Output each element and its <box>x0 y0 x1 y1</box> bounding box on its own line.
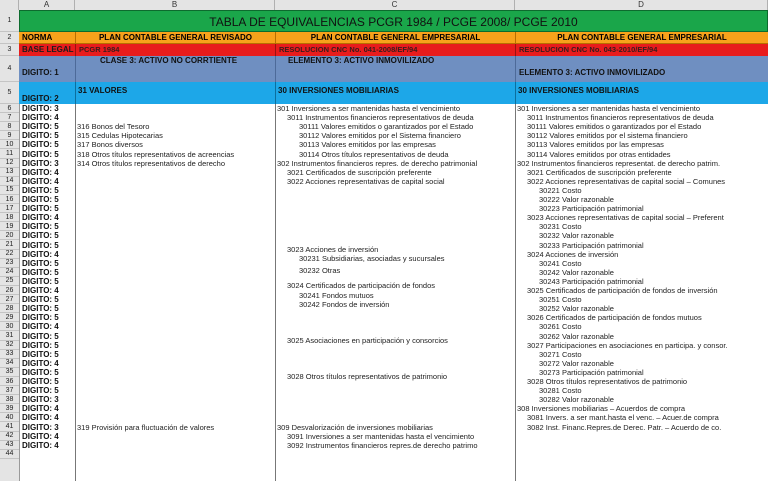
row-header[interactable]: 42 <box>0 432 19 441</box>
pcge2008-account-cell[interactable]: 3024 Certificados de participación de fondos <box>287 281 436 291</box>
pcge2010-account-cell[interactable]: 30221 Costo <box>539 185 582 195</box>
pcgr-account-cell[interactable]: 314 Otros títulos representativos de derecho <box>77 158 226 168</box>
pcge2010-account-cell[interactable]: 301 Inversiones a ser mantenidas hasta el vencimiento <box>517 104 701 113</box>
pcge2008-account-cell[interactable]: 3092 Instrumentos financieros repres.de derecho patrimo <box>287 440 478 450</box>
clase-d[interactable]: ELEMENTO 3: ACTIVO INMOVILIZADO <box>515 56 768 82</box>
digit-label[interactable]: DIGITO: 4 <box>22 431 59 441</box>
digit-label[interactable]: DIGITO: 4 <box>22 322 59 332</box>
pcge2010-account-cell[interactable]: 30113 Valores emitidos por las empresas <box>527 140 664 150</box>
norma-d[interactable]: PLAN CONTABLE GENERAL EMPRESARIAL <box>515 32 768 44</box>
row-header[interactable]: 3 <box>0 44 19 56</box>
row-header[interactable]: 7 <box>0 113 19 122</box>
row-header[interactable]: 9 <box>0 131 19 140</box>
row-header[interactable]: 36 <box>0 377 19 386</box>
pcgr-account-cell[interactable]: 318 Otros títulos representativos de acreencias <box>77 149 235 159</box>
row-header[interactable]: 8 <box>0 122 19 131</box>
row-header[interactable]: 4 <box>0 56 19 82</box>
row-header[interactable]: 27 <box>0 295 19 304</box>
digit-label[interactable]: DIGITO: 4 <box>22 167 59 177</box>
row-header[interactable]: 15 <box>0 186 19 195</box>
pcge2010-account-cell[interactable]: 30233 Participación patrimonial <box>539 240 644 250</box>
pcge2008-account-cell[interactable]: 3021 Certificados de suscripción preferente <box>287 167 432 177</box>
pcge2010-account-cell[interactable]: 3027 Participaciones en asociaciones en participa. y consor. <box>527 340 728 350</box>
pcge2010-account-cell[interactable]: 30273 Participación patrimonial <box>539 367 644 377</box>
pcge2010-account-cell[interactable]: 308 Inversiones mobiliarias – Acuerdos de compra <box>517 404 686 414</box>
digit-label[interactable]: DIGITO: 5 <box>22 195 59 204</box>
digit-label[interactable]: DIGITO: 5 <box>22 377 59 386</box>
pcge2010-account-cell[interactable]: 3026 Certificados de participación de fondos mutuos <box>527 313 702 323</box>
column-c-border <box>275 104 276 481</box>
digit-1-label[interactable]: DIGITO: 1 <box>19 56 75 82</box>
pcge2008-account-cell[interactable]: 30114 Otros títulos representativos de deuda <box>299 149 449 159</box>
pcgr-account-cell[interactable]: 315 Cedulas Hipotecarias <box>77 131 163 141</box>
pcge2008-account-cell[interactable]: 3091 Inversiones a ser mantenidas hasta el vencimiento <box>287 431 475 441</box>
pcge2010-account-cell[interactable]: 30112 Valores emitidos por el sistema financiero <box>527 131 688 141</box>
row-header[interactable]: 22 <box>0 250 19 259</box>
row-header[interactable]: 35 <box>0 368 19 377</box>
digit-label[interactable]: DIGITO: 3 <box>22 422 59 432</box>
norma-b[interactable]: PLAN CONTABLE GENERAL REVISADO <box>75 32 275 44</box>
digit-label[interactable]: DIGITO: 5 <box>22 276 59 286</box>
digit-label[interactable]: DIGITO: 3 <box>22 158 59 168</box>
row-header[interactable]: 39 <box>0 404 19 413</box>
row-header[interactable]: 1 <box>0 10 19 32</box>
column-header-a[interactable]: A <box>19 0 75 10</box>
row-header[interactable]: 41 <box>0 423 19 432</box>
row-header[interactable]: 16 <box>0 195 19 204</box>
column-b-border <box>75 104 76 481</box>
row-header[interactable]: 34 <box>0 359 19 368</box>
pcge2010-account-cell[interactable]: 30231 Costo <box>539 222 582 232</box>
pcge2008-account-cell[interactable]: 30242 Fondos de inversión <box>299 299 390 309</box>
digit-label[interactable]: DIGITO: 5 <box>22 231 59 241</box>
row-header[interactable]: 26 <box>0 286 19 295</box>
valores-d[interactable]: 30 INVERSIONES MOBILIARIAS <box>515 82 768 104</box>
pcge2010-account-cell[interactable]: 3082 Inst. Financ.Repres.de Derec. Patr. – Acuerdo de co. <box>527 422 722 432</box>
column-header-d[interactable]: D <box>515 0 768 10</box>
digit-label[interactable]: DIGITO: 5 <box>22 340 59 350</box>
row-header[interactable]: 32 <box>0 341 19 350</box>
norma-label[interactable]: NORMA <box>19 32 75 44</box>
base-legal-d[interactable]: RESOLUCION CNC No. 043-2010/EF/94 <box>515 44 768 56</box>
row-header[interactable]: 18 <box>0 213 19 222</box>
pcge2008-account-cell[interactable]: 30112 Valores emitidos por el Sistema financiero <box>299 131 461 141</box>
row-header[interactable]: 2 <box>0 32 19 44</box>
pcge2008-account-cell[interactable]: 30111 Valores emitidos o garantizados por el Estado <box>299 122 474 132</box>
pcge2010-account-cell[interactable]: 3025 Certificados de participación de fondos de inversión <box>527 286 718 295</box>
pcge2008-account-cell[interactable]: 302 Instrumentos financieros repres. de derecho patrimonial <box>277 158 478 168</box>
norma-c[interactable]: PLAN CONTABLE GENERAL EMPRESARIAL <box>275 32 515 44</box>
row-header[interactable]: 38 <box>0 395 19 404</box>
valores-c[interactable]: 30 INVERSIONES MOBILIARIAS <box>275 82 515 104</box>
pcge2008-account-cell[interactable]: 3011 Instrumentos financieros representativos de deuda <box>287 113 474 123</box>
row-header[interactable]: 30 <box>0 322 19 331</box>
digit-label[interactable]: DIGITO: 4 <box>22 286 59 295</box>
pcgr-account-cell[interactable]: 316 Bonos del Tesoro <box>77 122 150 132</box>
row-header[interactable]: 10 <box>0 140 19 149</box>
pcge2010-account-cell[interactable]: 30111 Valores emitidos o garantizados por el Estado <box>527 122 702 132</box>
pcge2010-account-cell[interactable]: 30114 Valores emitidos por otras entidades <box>527 149 671 159</box>
row-header[interactable]: 13 <box>0 168 19 177</box>
digit-label[interactable]: DIGITO: 5 <box>22 140 59 150</box>
sheet-title[interactable]: TABLA DE EQUIVALENCIAS PCGR 1984 / PCGE 2008/ PCGE 2010 <box>19 10 768 32</box>
digit-label[interactable]: DIGITO: 5 <box>22 313 59 323</box>
pcge2010-account-cell[interactable]: 3021 Certificados de suscripción preferente <box>527 167 672 177</box>
row-header[interactable]: 24 <box>0 268 19 277</box>
row-header[interactable]: 40 <box>0 413 19 422</box>
pcge2010-account-cell[interactable]: 30272 Valor razonable <box>539 358 614 368</box>
pcge2010-account-cell[interactable]: 30271 Costo <box>539 349 582 359</box>
digit-label[interactable]: DIGITO: 4 <box>22 358 59 368</box>
row-header-bar <box>0 10 20 481</box>
pcge2010-account-cell[interactable]: 3022 Acciones representativas de capital social – Comunes <box>527 176 726 186</box>
pcge2008-account-cell[interactable]: 3022 Acciones representativas de capital social <box>287 176 445 186</box>
pcge2010-account-cell[interactable]: 30223 Participación patrimonial <box>539 204 644 214</box>
pcge2008-account-cell[interactable]: 3028 Otros títulos representativos de patrimonio <box>287 372 448 382</box>
digit-2-label[interactable]: DIGITO: 2 <box>19 82 75 104</box>
row-header[interactable]: 23 <box>0 259 19 268</box>
select-all-corner[interactable] <box>0 0 19 10</box>
pcge2010-account-cell[interactable]: 30222 Valor razonable <box>539 195 614 204</box>
row-header[interactable]: 33 <box>0 350 19 359</box>
pcge2010-account-cell[interactable]: 3023 Acciones representativas de capital social – Preferent <box>527 213 724 223</box>
pcge2008-account-cell[interactable]: 30232 Otras <box>299 265 341 275</box>
clase-b[interactable]: CLASE 3: ACTIVO NO CORRTIENTE <box>75 56 275 82</box>
pcge2010-account-cell[interactable]: 30241 Costo <box>539 258 582 268</box>
pcge2008-account-cell[interactable]: 3023 Acciones de inversión <box>287 245 379 255</box>
pcge2010-account-cell[interactable]: 30261 Costo <box>539 322 582 332</box>
pcge2010-account-cell[interactable]: 30243 Participación patrimonial <box>539 276 644 286</box>
digit-label[interactable]: DIGITO: 4 <box>22 249 59 259</box>
digit-label[interactable]: DIGITO: 3 <box>22 104 59 113</box>
row-header[interactable]: 14 <box>0 177 19 186</box>
pcge2010-account-cell[interactable]: 30262 Valor razonable <box>539 331 614 341</box>
row-header[interactable]: 44 <box>0 450 19 459</box>
pcge2008-account-cell[interactable]: 30231 Subsidiarias, asociadas y sucursales <box>299 254 445 264</box>
pcge2010-account-cell[interactable]: 3011 Instrumentos financieros representativos de deuda <box>527 113 714 123</box>
digit-label[interactable]: DIGITO: 5 <box>22 222 59 232</box>
row-header[interactable]: 11 <box>0 150 19 159</box>
pcge2010-account-cell[interactable]: 3024 Acciones de inversión <box>527 249 619 259</box>
digit-label[interactable]: DIGITO: 5 <box>22 185 59 195</box>
pcge2010-account-cell[interactable]: 30242 Valor razonable <box>539 267 614 277</box>
digit-label[interactable]: DIGITO: 4 <box>22 440 59 450</box>
pcge2010-account-cell[interactable]: 3028 Otros títulos representativos de patrimonio <box>527 377 688 386</box>
pcge2010-account-cell[interactable]: 30281 Costo <box>539 386 582 396</box>
pcgr-account-cell[interactable]: 319 Provisión para fluctuación de valores <box>77 422 215 432</box>
pcge2008-account-cell[interactable]: 3025 Asociaciones en participación y consorcios <box>287 336 448 346</box>
row-header[interactable]: 25 <box>0 277 19 286</box>
digit-label[interactable]: DIGITO: 5 <box>22 267 59 277</box>
row-header[interactable]: 19 <box>0 222 19 231</box>
pcge2010-account-cell[interactable]: 30282 Valor razonable <box>539 395 614 405</box>
pcge2008-account-cell[interactable]: 30241 Fondos mutuos <box>299 290 374 300</box>
pcge2008-account-cell[interactable]: 30113 Valores emitidos por las empresas <box>299 140 436 150</box>
digit-label[interactable]: DIGITO: 3 <box>22 395 59 405</box>
row-header[interactable]: 21 <box>0 241 19 250</box>
column-header-b[interactable]: B <box>75 0 275 10</box>
base-legal-c[interactable]: RESOLUCION CNC No. 041-2008/EF/94 <box>275 44 515 56</box>
row-header[interactable]: 28 <box>0 304 19 313</box>
digit-label[interactable]: DIGITO: 5 <box>22 149 59 159</box>
valores-b[interactable]: 31 VALORES <box>75 82 275 104</box>
digit-label[interactable]: DIGITO: 5 <box>22 304 59 314</box>
clase-c[interactable]: ELEMENTO 3: ACTIVO INMOVILIZADO <box>275 56 515 82</box>
digit-label[interactable]: DIGITO: 5 <box>22 240 59 250</box>
pcgr-account-cell[interactable]: 317 Bonos diversos <box>77 140 143 150</box>
row-header[interactable]: 31 <box>0 332 19 341</box>
digit-label[interactable]: DIGITO: 5 <box>22 386 59 396</box>
row-header[interactable]: 6 <box>0 104 19 113</box>
row-header[interactable]: 12 <box>0 159 19 168</box>
digit-label[interactable]: DIGITO: 5 <box>22 349 59 359</box>
pcge2010-account-cell[interactable]: 30252 Valor razonable <box>539 304 614 314</box>
row-header[interactable]: 5 <box>0 82 19 104</box>
digit-label[interactable]: DIGITO: 4 <box>22 213 59 223</box>
digit-label[interactable]: DIGITO: 5 <box>22 258 59 268</box>
digit-label[interactable]: DIGITO: 4 <box>22 413 59 423</box>
pcge2010-account-cell[interactable]: 30251 Costo <box>539 295 582 305</box>
digit-label[interactable]: DIGITO: 5 <box>22 204 59 214</box>
pcge2008-account-cell[interactable]: 309 Desvalorización de inversiones mobiliarias <box>277 422 433 432</box>
digit-label[interactable]: DIGITO: 4 <box>22 176 59 186</box>
row-header[interactable]: 20 <box>0 231 19 240</box>
pcge2010-account-cell[interactable]: 30232 Valor razonable <box>539 231 614 241</box>
pcge2008-account-cell[interactable]: 301 Inversiones a ser mantenidas hasta el vencimiento <box>277 104 461 113</box>
digit-label[interactable]: DIGITO: 4 <box>22 404 59 414</box>
column-d-border <box>515 104 516 481</box>
row-header[interactable]: 17 <box>0 204 19 213</box>
digit-label[interactable]: DIGITO: 5 <box>22 331 59 341</box>
row-header[interactable]: 43 <box>0 441 19 450</box>
digit-label[interactable]: DIGITO: 5 <box>22 122 59 132</box>
digit-label[interactable]: DIGITO: 5 <box>22 367 59 377</box>
pcge2010-account-cell[interactable]: 3081 Invers. a ser mant.hasta el venc. – Acuer.de compra <box>527 413 719 423</box>
row-header[interactable]: 37 <box>0 386 19 395</box>
digit-label[interactable]: DIGITO: 5 <box>22 131 59 141</box>
base-legal-b[interactable]: PCGR 1984 <box>75 44 275 56</box>
column-header-c[interactable]: C <box>275 0 515 10</box>
digit-label[interactable]: DIGITO: 5 <box>22 295 59 305</box>
base-legal-label[interactable]: BASE LEGAL <box>19 44 75 56</box>
row-header[interactable]: 29 <box>0 313 19 322</box>
digit-label[interactable]: DIGITO: 4 <box>22 113 59 123</box>
pcge2010-account-cell[interactable]: 302 Instrumentos financieros representat. de derecho patrim. <box>517 158 721 168</box>
